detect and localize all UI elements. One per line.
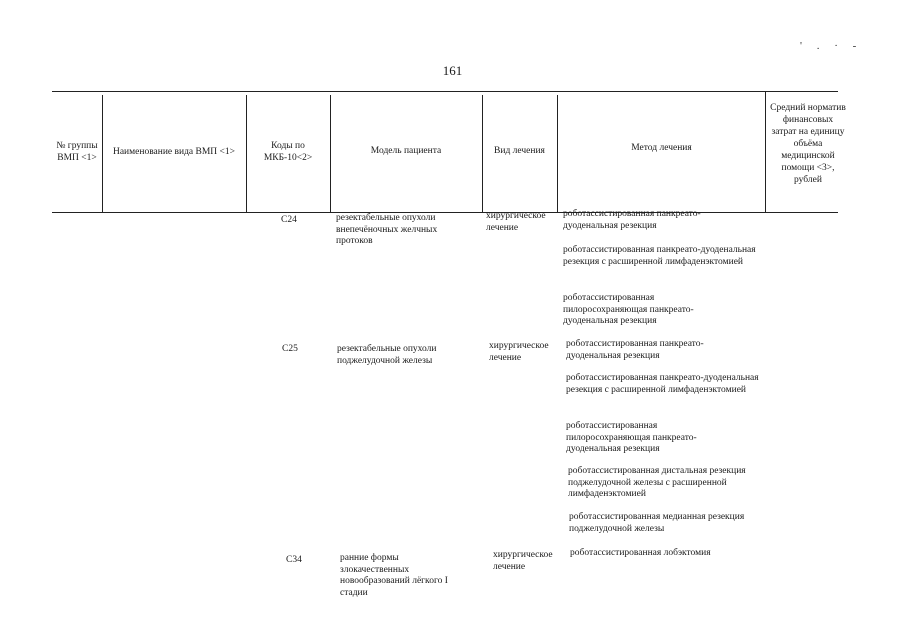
- row-c24-code: C24: [281, 215, 297, 225]
- header-treatment-method: [560, 139, 763, 157]
- header-vmp-name: [104, 134, 244, 170]
- page-number: 161: [442, 63, 463, 78]
- row-c34-method-1: роботассистированная лобэктомия: [570, 548, 711, 558]
- row-c24-type: хирургическое лечение: [486, 211, 546, 233]
- header-group-no-text: № группы ВМП <1>: [56, 141, 98, 163]
- header-mkb-codes-text: Коды по МКБ-10<2>: [263, 141, 313, 163]
- header-treatment-type-text: Вид лечения: [494, 146, 545, 156]
- row-c25-code: C25: [282, 344, 298, 354]
- row-c34-type: хирургическое лечение: [493, 550, 553, 572]
- header-top-border: [52, 91, 838, 92]
- header-vmp-name-text: Наименование вида ВМП <1>: [112, 147, 236, 157]
- row-c25-method-4: роботассистированная дистальная резекция поджелудочной железы с расширенной лимфаденэктомией: [568, 466, 746, 499]
- header-mkb-codes: [250, 136, 326, 168]
- scan-specks: ' . · -: [800, 40, 863, 52]
- header-patient-model-text: Модель пациента: [370, 146, 442, 156]
- row-c25-model: резектабельные опухоли поджелудочной железы: [337, 344, 437, 366]
- row-c25-method-3: роботассистированная пилоросохраняющая панкреато-дуоденальная резекция: [566, 421, 697, 454]
- row-c24-method-3: роботассистированная пилоросохраняющая панкреато-дуоденальная резекция: [563, 293, 694, 326]
- row-c25-method-1: роботассистированная панкреато-дуоденальная резекция: [566, 339, 704, 361]
- row-c24-method-1: роботассистированная панкреато-дуоденальная резекция: [563, 209, 701, 231]
- header-treatment-method-text: Метод лечения: [631, 143, 692, 153]
- header-group-no: [52, 120, 102, 184]
- column-divider-1: [102, 95, 103, 212]
- column-divider-5: [557, 95, 558, 212]
- header-treatment-type: [484, 142, 555, 160]
- row-c24-method-2: роботассистированная панкреато-дуоденальная резекция с расширенной лимфаденэктомией: [563, 245, 756, 267]
- header-avg-cost-text: Средний норматив финансовых затрат на единицу объёма медицинской помощи <3>, рублей: [770, 103, 846, 185]
- header-patient-model: [332, 142, 480, 160]
- row-c24-model: резектабельные опухоли внепечёночных желчных протоков: [336, 213, 438, 246]
- row-c25-method-2: роботассистированная панкреато-дуоденальная резекция с расширенной лимфаденэктомией: [566, 373, 759, 395]
- column-divider-3: [330, 95, 331, 212]
- row-c25-type: хирургическое лечение: [489, 341, 549, 363]
- column-divider-4: [482, 95, 483, 212]
- row-c34-model: ранние формы злокачественных новообразований лёгкого I стадии: [340, 553, 448, 598]
- column-divider-6: [765, 91, 766, 212]
- row-c34-code: C34: [286, 555, 302, 565]
- header-avg-cost: [770, 94, 846, 194]
- column-divider-2: [246, 95, 247, 212]
- row-c25-method-5: роботассистированная медианная резекция поджелудочной железы: [569, 512, 745, 534]
